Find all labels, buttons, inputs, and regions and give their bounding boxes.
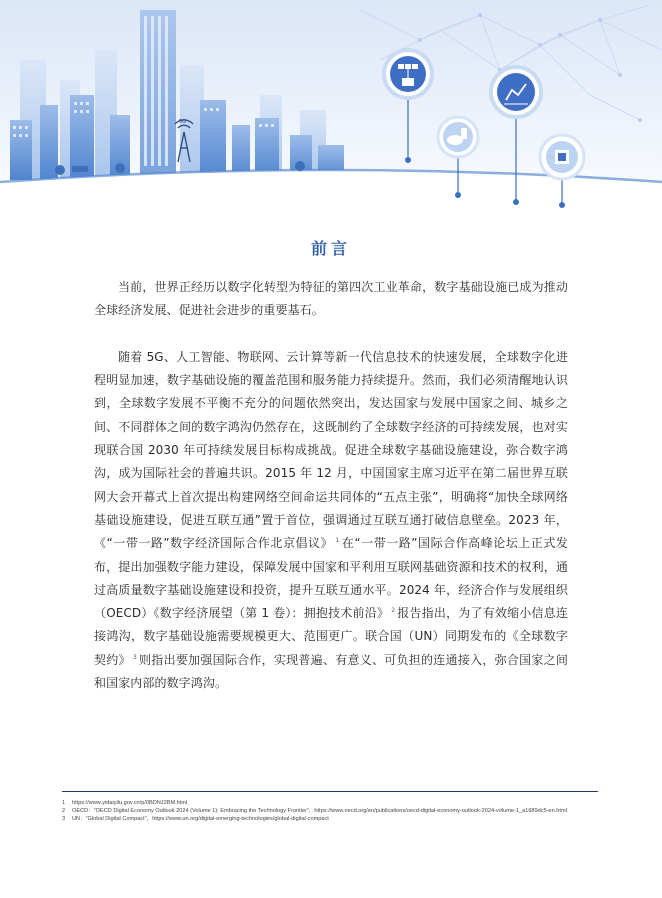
footnote-ref[interactable]: 3: [130, 653, 140, 661]
page-title: 前言: [310, 239, 351, 258]
footnote-item: [62, 807, 602, 815]
paragraph-text: 在“一带一路”国际合作高峰论坛上正式发布，提出加强数字能力建设，保障发展中国家和平利用互联网基础资源和技术的权利，通过高质量数字基础设施建设和投资，提升互联互通水平。2024 年，经济合作与发展组织（OECD）《数字经济展望（第 1 卷）：拥抱技术前沿》: [94, 536, 568, 621]
footnote-ref[interactable]: 1: [333, 537, 342, 545]
paragraph-text: 报告指出，为了有效缩小信息连接鸿沟，数字基础设施需要规模更大、范围更广。联合国（UN）同期发布的《全球数字契约》: [94, 606, 568, 667]
footnote-text[interactable]: UN：“Global Digital Compact”，https://www.un.org/digital-emerging-technologies/global-digital-compact: [72, 816, 329, 823]
footnote-number: 1: [62, 800, 66, 806]
footnote-number: 2: [62, 808, 66, 815]
footnote-item: [62, 799, 602, 807]
city-illustration: [0, 0, 662, 215]
footnote-text[interactable]: https://www.yidaiyilu.gov.cn/p/0BDNJ2BM.html: [72, 800, 188, 806]
paragraph: [94, 346, 568, 695]
header-banner: [0, 0, 662, 215]
footnote-divider: [62, 791, 598, 792]
paragraph-text: 随着 5G、人工智能、物联网、云计算等新一代信息技术的快速发展，全球数字化进程明显加速，数字基础设施的覆盖范围和服务能力持续提升。然而，我们必须清醒地认识到，全球数字发展不平衡不充分的问题依然突出，发达国家与发展中国家之间、城乡之间、不同群体之间的数字鸿沟仍然存在，这既制约了全球数字经济的可持续发展，也对实现联合国 2030 年可持续发展目标构成挑战。促进全球数字基础设施建设，弥合数字鸿沟，成为国际社会的普遍共识。2015 年 12 月，中国国家主席习近平在第二届世界互联网大会开幕式上首次提出构建网络空间命运共同体的“五点主张”，明确将“加快全球网络基础设施建设，促进互联互通”置于首位，强调通过互联互通打破信息壁垒。2023 年，《“一带一路”数字经济国际合作北京倡议》: [94, 349, 568, 551]
body-text: [94, 276, 568, 719]
footnote-item: [62, 815, 602, 823]
footnote-text[interactable]: OECD：“OECD Digital Economy Outlook 2024 (Volume 1): Embracing the Technology Frontier”，https://www.oecd.org/en/publications/oecd-digital-economy-outlook-2024-volume-1_a1689dc5-en.html: [72, 808, 567, 815]
svg-text:5G: 5G: [179, 119, 187, 125]
paragraph-text: 当前，世界正经历以数字化转型为特征的第四次工业革命，数字基础设施已成为推动全球经济发展、促进社会进步的重要基石。: [94, 280, 568, 318]
paragraph-text: 则指出要加强国际合作，实现普遍、有意义、可负担的连通接入，弥合国家之间和国家内部的数字鸿沟。: [94, 652, 568, 691]
footnote-ref[interactable]: 2: [389, 607, 398, 615]
footnote-number: 3: [62, 816, 66, 823]
paragraph: [94, 276, 568, 323]
footnotes: [62, 799, 602, 824]
